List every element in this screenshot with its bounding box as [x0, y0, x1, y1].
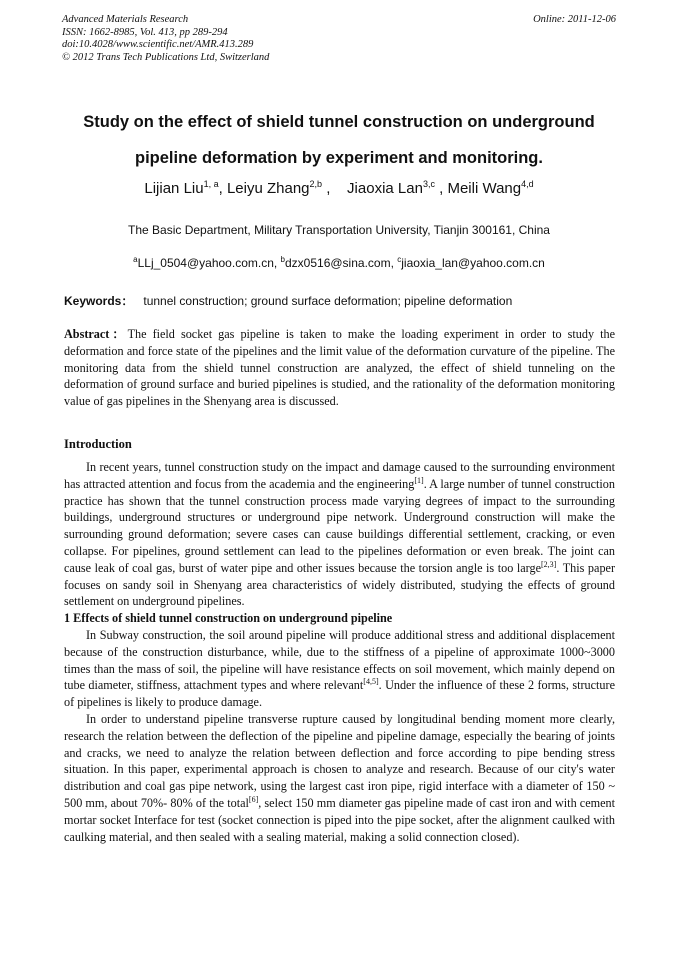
paper-title — [40, 104, 638, 176]
section-1-paragraph — [64, 711, 615, 845]
journal-name: Advanced Materials Research — [62, 14, 189, 25]
text-run: , select 150 mm diameter gas pipeline made of cast iron and with cement mortar socket Interface for test (socket connection is piped into the pipe socket, after the alignment caulked with caulking material, and then sealed with a sealing material, making a solid connection closed). — [64, 795, 615, 844]
title-line-2: pipeline deformation by experiment and monitoring. — [135, 149, 543, 167]
keywords — [64, 292, 616, 309]
email-address[interactable]: dzx0516@sina.com — [285, 256, 391, 270]
email-mark: c — [397, 255, 402, 264]
keywords-label: Keywords： — [64, 294, 134, 308]
text-run: In order to understand pipeline transverse rupture caused by longitudinal bending moment more clearly, research the relation between the deflection of the pipeline and pipeline damage, especially the bearing of joints and cracks, we need to analyze the relation between deflection and force according to pipe bending stress situation. In this paper, experimental approach is chosen to analyze and research. Because of our city's water distribution and coal gas pipe network, using the largest cast iron pipe, rigid interface with a diameter of 150 ~ 500 mm, about 70%- 80% of the total — [64, 711, 615, 810]
section-1-heading: 1 Effects of shield tunnel construction on underground pipeline — [64, 611, 393, 626]
citation: [6] — [248, 794, 259, 804]
keywords-text: tunnel construction; ground surface deformation; pipeline deformation — [143, 294, 513, 308]
author-separator: , — [218, 180, 227, 197]
email-address[interactable]: jiaoxia_lan@yahoo.com.cn — [401, 256, 545, 270]
abstract — [64, 326, 615, 410]
citation: [4,5] — [363, 677, 379, 687]
author-name: Meili Wang — [447, 180, 522, 197]
author-affiliation-mark: 3,c — [422, 179, 435, 189]
title-line-1: Study on the effect of shield tunnel construction on underground — [83, 113, 595, 131]
author-separator: , — [434, 180, 448, 197]
author-name: Leiyu Zhang — [226, 180, 310, 197]
email-list — [0, 256, 678, 270]
text-run: In Subway construction, the soil around pipeline will produce additional stress and additional displacement because of the construction disturbance, while, due to the stiffness of a pipeline of approximate 1000~3000 times than the mass of soil, the pipeline will have resistance effects on soil movement, which mainly depend on tube diameter, stiffness, attachment types and where relevant — [64, 627, 615, 693]
abstract-text: The field socket gas pipeline is taken to make the loading experiment in order to study the deformation and force state of the pipelines and the limit value of the deformation curvature of the pipeline. The monitoring data from the shield tunnel construction are analyzed, the effect of shield tunneling on the deformation of ground surface and buried pipelines is studied, and the rationality of the deformation monitoring value of gas pipelines in the Shenyang area is discussed. — [64, 327, 615, 409]
email-address[interactable]: LLj_0504@yahoo.com.cn — [137, 256, 274, 270]
email-separator: , — [273, 256, 281, 270]
citation: [2,3] — [541, 559, 557, 569]
copyright-line: © 2012 Trans Tech Publications Ltd, Switzerland — [62, 51, 270, 63]
author-affiliation-mark: 4,d — [521, 179, 534, 189]
text-run: . A large number of tunnel construction practice has shown that the tunnel construction process made varying degrees of impact to the surrounding buildings, underground structures or underground pipe network. Underground construction will make the surrounding ground deformation; severe cases can cause buildings differential settlement, cracking, or even collapse. For pipelines, ground settlement can lead to the pipelines deformation or even break. The joint can cause leak of coal gas, burst of water pipe and other issues because the torsion angle is too large — [64, 476, 615, 575]
text-run: . Under the influence of these 2 forms, structure of pipelines is likely to produce damage. — [64, 678, 615, 710]
introduction-heading: Introduction — [64, 437, 132, 451]
page-header — [62, 14, 616, 64]
author-affiliation-mark: 2,b — [309, 179, 323, 189]
text-run: . This paper focuses on sandy soil in Shenyang area characteristics of widely distributed, studying the effects of ground settlement on underground pipelines. — [64, 560, 615, 609]
author-list — [0, 180, 678, 197]
body-text — [64, 459, 615, 845]
issn-line: ISSN: 1662-8985, Vol. 413, pp 289-294 — [62, 26, 228, 38]
citation: [1] — [414, 475, 424, 485]
email-mark: a — [133, 255, 138, 264]
introduction-paragraph — [64, 459, 615, 610]
email-mark: b — [280, 255, 285, 264]
author-separator: , — [322, 180, 348, 197]
author-name: Jiaoxia Lan — [347, 180, 423, 197]
section-1-paragraph — [64, 627, 615, 711]
affiliation: The Basic Department, Military Transportation University, Tianjin 300161, China — [128, 223, 550, 237]
abstract-label: Abstract： — [64, 327, 128, 341]
email-separator: , — [390, 256, 398, 270]
text-run: In recent years, tunnel construction study on the impact and damage caused to the surrounding environment has attracted attention and focus from the academia and the engineering — [64, 460, 615, 491]
doi-line: doi:10.4028/www.scientific.net/AMR.413.289 — [62, 39, 254, 50]
author-affiliation-mark: 1, a — [203, 179, 219, 189]
online-date: Online: 2011-12-06 — [533, 14, 616, 25]
author-name: Lijian Liu — [144, 180, 204, 197]
